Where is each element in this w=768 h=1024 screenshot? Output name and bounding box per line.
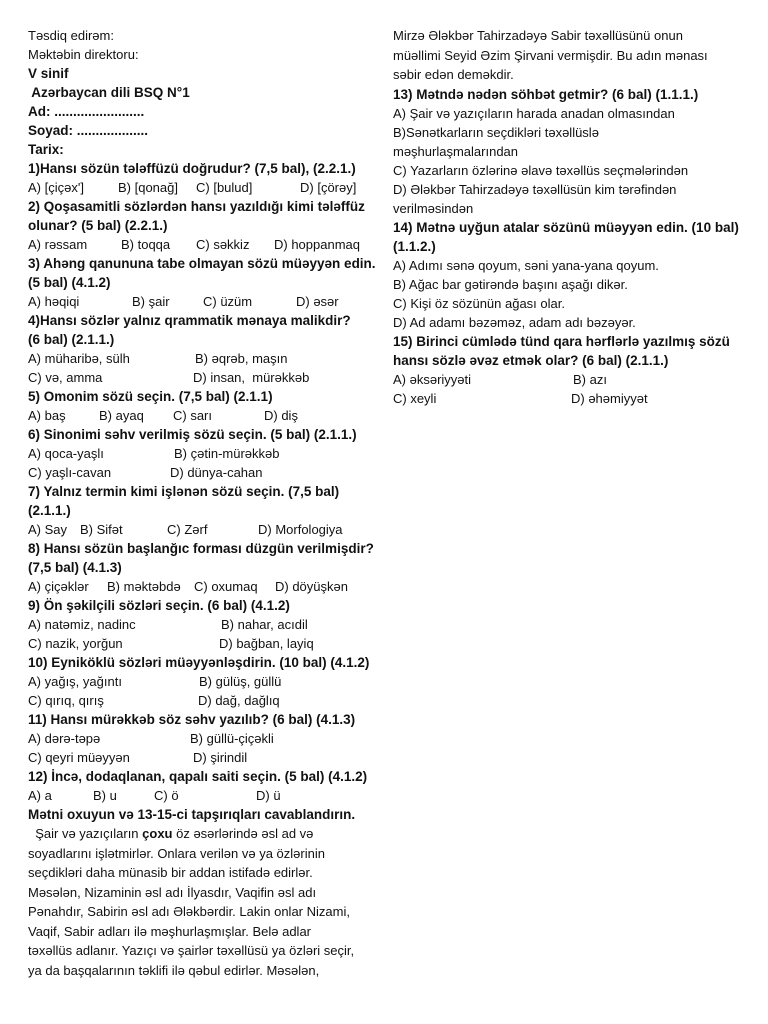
passage-bold-word: çoxu bbox=[142, 826, 173, 841]
options-row bbox=[28, 235, 380, 254]
option-c: C) ö bbox=[154, 788, 179, 803]
question-title: 4)Hansı sözlər yalnız qrammatik mənaya malikdir? bbox=[28, 313, 351, 328]
question-title-cont: olunar? (5 bal) (2.2.1.) bbox=[28, 218, 168, 233]
options-row bbox=[28, 634, 380, 653]
option-b: B) Ağac bar gətirəndə başını aşağı dikər. bbox=[393, 276, 628, 292]
passage-line: təxəllüs adlanır. Yazıçı və şairlər təxəllüsü ya özləri seçir, bbox=[28, 943, 355, 958]
option-c: C) oxumaq bbox=[194, 579, 258, 594]
option-d: D) Ad adamı bəzəməz, adam adı bəzəyər. bbox=[393, 314, 636, 330]
question-title: 11) Hansı mürəkkəb söz səhv yazılıb? (6 bal) (4.1.3) bbox=[28, 712, 356, 727]
question-1 bbox=[28, 159, 380, 197]
option-c: C) [bulud] bbox=[196, 180, 253, 195]
option-d: D) diş bbox=[264, 408, 298, 423]
question-title: 8) Hansı sözün başlanğıc forması düzgün verilmişdir? bbox=[28, 541, 374, 556]
question-7 bbox=[28, 482, 380, 539]
question-title: 12) İncə, dodaqlanan, qapalı saiti seçin. (5 bal) (4.1.2) bbox=[28, 769, 368, 784]
left-column bbox=[28, 26, 380, 980]
option-b: B) u bbox=[93, 788, 117, 803]
option-d: D) əhəmiyyət bbox=[571, 390, 648, 406]
option-b: B) ayaq bbox=[99, 408, 144, 423]
option-b: B) toqqa bbox=[121, 237, 171, 252]
option-c: C) səkkiz bbox=[196, 237, 250, 252]
passage-line: Məsələn, Nizaminin əsl adı İlyasdır, Vaqifin əsl adı bbox=[28, 884, 317, 900]
question-5 bbox=[28, 387, 380, 425]
option-d: D) döyüşkən bbox=[275, 579, 348, 594]
director-label: Məktəbin direktoru: bbox=[28, 47, 139, 62]
option-b: B)Sənətkarların seçdikləri təxəllüslə bbox=[393, 124, 599, 140]
options-row bbox=[28, 349, 380, 368]
option-a: A) dərə-təpə bbox=[28, 731, 101, 746]
option-c: C) qeyri müəyyən bbox=[28, 750, 130, 765]
option-b: B) [qonağ] bbox=[118, 180, 178, 195]
option-d: D) [çörəy] bbox=[300, 180, 357, 195]
passage-line: Pənahdır, Sabirin əsl adı Ələkbərdir. Lakin onlar Nizami, bbox=[28, 904, 350, 919]
question-title: 3) Ahəng qanununa tabe olmayan sözü müəyyən edin. bbox=[28, 256, 376, 271]
question-title: 5) Omonim sözü seçin. (7,5 bal) (2.1.1) bbox=[28, 389, 273, 404]
options-row bbox=[28, 786, 380, 805]
question-14 bbox=[393, 218, 747, 332]
question-title-cont: (1.1.2.) bbox=[393, 238, 436, 254]
options-row bbox=[28, 577, 380, 596]
option-b: B) şair bbox=[132, 294, 170, 309]
option-a: A) Say bbox=[28, 522, 68, 537]
surname-field: Soyad: ................... bbox=[28, 123, 149, 138]
question-title: 14) Mətnə uyğun atalar sözünü müəyyən edin. (10 bal) bbox=[393, 219, 739, 235]
question-15 bbox=[393, 332, 747, 408]
reading-passage bbox=[28, 824, 380, 980]
name-field: Ad: ........................ bbox=[28, 104, 145, 119]
question-4 bbox=[28, 311, 380, 387]
passage-text: Şair və yazıçıların bbox=[28, 826, 143, 841]
right-column bbox=[393, 26, 747, 408]
option-b: B) nahar, acıdil bbox=[221, 617, 308, 632]
passage-text: öz əsərlərində əsl ad və bbox=[172, 826, 314, 841]
option-a: A) həqiqi bbox=[28, 294, 80, 309]
option-a: A) çiçəklər bbox=[28, 579, 89, 594]
options-row bbox=[28, 691, 380, 710]
option-d: D) bağban, layiq bbox=[219, 636, 314, 651]
question-2 bbox=[28, 197, 380, 254]
option-c: C) xeyli bbox=[393, 390, 437, 406]
question-title: 6) Sinonimi səhv verilmiş sözü seçin. (5 bal) (2.1.1.) bbox=[28, 427, 357, 442]
options-row bbox=[28, 292, 380, 311]
option-a: A) a bbox=[28, 788, 52, 803]
option-d: D) Ələkbər Tahirzadəyə təxəllüsün kim tərəfindən bbox=[393, 181, 677, 197]
option-b: B) azı bbox=[573, 371, 607, 387]
option-a: A) baş bbox=[28, 408, 66, 423]
question-title-cont: (2.1.1.) bbox=[28, 503, 71, 518]
passage-line bbox=[28, 824, 380, 844]
question-title: 9) Ön şəkilçili sözləri seçin. (6 bal) (4.1.2) bbox=[28, 598, 290, 613]
passage-line: ya da başqalarının təklifi ilə qəbul edirlər. Məsələn, bbox=[28, 962, 320, 978]
question-title-cont: (6 bal) (2.1.1.) bbox=[28, 332, 115, 347]
option-c: C) Zərf bbox=[167, 522, 208, 537]
passage-line: Vaqif, Sabir adları ilə məşhurlaşmışlar. Belə adlar bbox=[28, 923, 311, 939]
option-d: D) ü bbox=[256, 788, 281, 803]
option-c: C) Kişi öz sözünün ağası olar. bbox=[393, 295, 565, 311]
question-10 bbox=[28, 653, 380, 710]
question-3 bbox=[28, 254, 380, 311]
options-row bbox=[28, 368, 380, 387]
question-title: 1)Hansı sözün tələffüzü doğrudur? (7,5 bal), (2.2.1.) bbox=[28, 161, 356, 176]
options-row bbox=[28, 729, 380, 748]
question-title-cont: hansı sözlə əvəz etmək olar? (6 bal) (2.1.1.) bbox=[393, 352, 669, 368]
question-6 bbox=[28, 425, 380, 482]
options-row bbox=[28, 444, 380, 463]
subject-heading: Azərbaycan dili BSQ N°1 bbox=[28, 85, 190, 100]
option-a: A) Adımı sənə qoyum, səni yana-yana qoyum. bbox=[393, 257, 659, 273]
option-c: C) və, amma bbox=[28, 370, 103, 385]
option-c: C) sarı bbox=[173, 408, 212, 423]
options-row bbox=[393, 389, 747, 408]
option-a: A) əksəriyyəti bbox=[393, 371, 472, 387]
question-11 bbox=[28, 710, 380, 767]
options-row bbox=[28, 520, 380, 539]
option-c: C) Yazarların özlərinə əlavə təxəllüs seçmələrindən bbox=[393, 162, 689, 178]
options-row bbox=[28, 672, 380, 691]
option-b: B) əqrəb, maşın bbox=[195, 351, 288, 366]
passage-line: səbir edən deməkdir. bbox=[393, 67, 514, 82]
option-a: A) yağış, yağıntı bbox=[28, 674, 122, 689]
text-instruction: Mətni oxuyun və 13-15-ci tapşırıqları cavablandırın. bbox=[28, 807, 356, 822]
grade-heading: V sinif bbox=[28, 66, 69, 81]
options-row bbox=[393, 370, 747, 389]
option-d: D) insan, mürəkkəb bbox=[193, 370, 310, 385]
question-title-cont: (5 bal) (4.1.2) bbox=[28, 275, 111, 290]
option-a: A) müharibə, sülh bbox=[28, 351, 130, 366]
option-d: D) dağ, dağlıq bbox=[198, 693, 280, 708]
question-title: 2) Qoşasamitli sözlərdən hansı yazıldığı kimi tələffüz bbox=[28, 199, 365, 214]
passage-continued bbox=[393, 26, 747, 85]
option-b-cont: məşhurlaşmalarından bbox=[393, 143, 519, 159]
option-b: B) güllü-çiçəkli bbox=[190, 731, 274, 746]
options-row bbox=[28, 406, 380, 425]
options-row bbox=[28, 748, 380, 767]
option-a: A) natəmiz, nadinc bbox=[28, 617, 136, 632]
question-title: 13) Mətndə nədən söhbət getmir? (6 bal) (1.1.1.) bbox=[393, 86, 699, 102]
option-d: D) şirindil bbox=[193, 750, 248, 765]
passage-line: Mirzə Ələkbər Tahirzadəyə Sabir təxəllüsünü onun bbox=[393, 28, 683, 43]
option-c: C) yaşlı-cavan bbox=[28, 465, 112, 480]
option-a: A) rəssam bbox=[28, 237, 88, 252]
option-d-cont: verilməsindən bbox=[393, 200, 474, 216]
question-8 bbox=[28, 539, 380, 596]
option-b: B) Sifət bbox=[80, 522, 123, 537]
question-title: 15) Birinci cümlədə tünd qara hərflərlə yazılmış sözü bbox=[393, 333, 730, 349]
passage-line: seçdikləri daha münasib bir addan istifadə edirlər. bbox=[28, 865, 313, 880]
option-d: D) Morfologiya bbox=[258, 522, 343, 537]
date-field: Tarix: bbox=[28, 142, 64, 157]
option-d: D) hoppanmaq bbox=[274, 237, 360, 252]
approve-label: Təsdiq edirəm: bbox=[28, 28, 114, 43]
options-row bbox=[28, 178, 380, 197]
option-a: A) [çiçəx'] bbox=[28, 180, 84, 195]
passage-line: soyadlarını işlətmirlər. Onlara verilən və ya özlərinin bbox=[28, 845, 325, 861]
question-9 bbox=[28, 596, 380, 653]
option-b: B) məktəbdə bbox=[107, 579, 181, 594]
question-12 bbox=[28, 767, 380, 805]
option-c: C) üzüm bbox=[203, 294, 253, 309]
option-c: C) nazik, yorğun bbox=[28, 636, 123, 651]
option-d: D) dünya-cahan bbox=[170, 465, 263, 480]
option-b: B) gülüş, güllü bbox=[199, 674, 282, 689]
option-b: B) çətin-mürəkkəb bbox=[174, 446, 280, 461]
question-title-cont: (7,5 bal) (4.1.3) bbox=[28, 560, 122, 575]
option-d: D) əsər bbox=[296, 294, 339, 309]
question-title: 7) Yalnız termin kimi işlənən sözü seçin. (7,5 bal) bbox=[28, 484, 340, 499]
question-title: 10) Eyniköklü sözləri müəyyənləşdirin. (10 bal) (4.1.2) bbox=[28, 655, 370, 670]
question-13 bbox=[393, 85, 747, 218]
options-row bbox=[28, 463, 380, 482]
option-a: A) Şair və yazıçıların harada anadan olmasından bbox=[393, 105, 675, 121]
passage-line: müəllimi Seyid Əzim Şirvani vermişdir. Bu adın mənası bbox=[393, 47, 708, 63]
option-a: A) qoca-yaşlı bbox=[28, 446, 104, 461]
option-c: C) qırıq, qırış bbox=[28, 693, 104, 708]
options-row bbox=[28, 615, 380, 634]
